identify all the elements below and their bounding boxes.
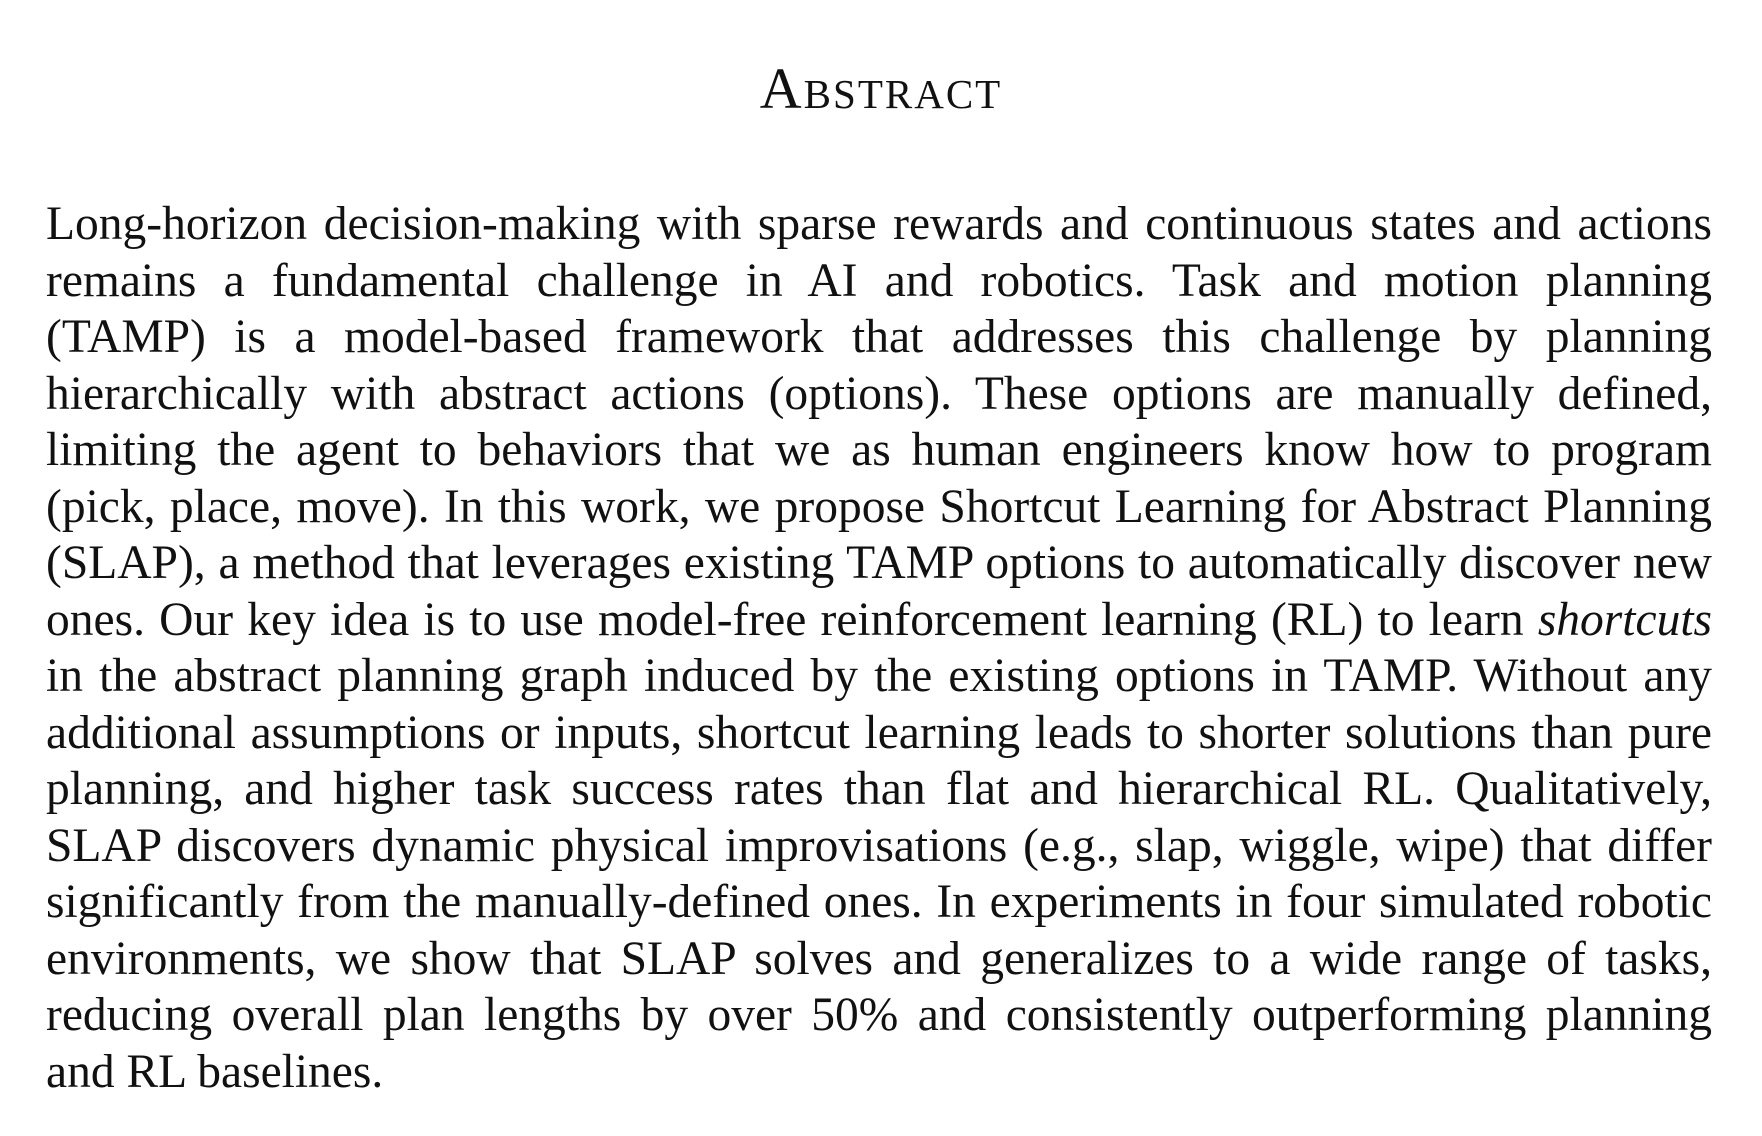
- section-title: Abstract: [759, 56, 1003, 121]
- abstract-text-part1: Long-horizon decision-making with sparse rewards and continuous states and actions remains a fundamental challenge in AI and robotics. Task and motion planning (TAMP) is a model-based framework that addresses this challenge by planning hierarchically with abstract actions (options). These options are manually defined, limiting the agent to behaviors that we as human engineers know how to program (pick, place, move). In this work, we propose Shortcut Learning for Abstract Planning (SLAP), a method that leverages existing TAMP options to automatically discover new ones. Our key idea is to use model-free reinforcement learning (RL) to learn: [46, 198, 1712, 646]
- abstract-paragraph: [46, 196, 1712, 1100]
- abstract-emphasis: shortcuts: [1537, 593, 1712, 646]
- abstract-text-part2: in the abstract planning graph induced by the existing options in TAMP. Without any additional assumptions or inputs, shortcut learning leads to shorter solutions than pure planning, and higher task success rates than flat and hierarchical RL. Qualitatively, SLAP discovers dynamic physical improvisations (e.g., slap, wiggle, wipe) that differ significantly from the manually-defined ones. In experiments in four simulated robotic environments, we show that SLAP solves and generalizes to a wide range of tasks, reducing overall plan lengths by over 50% and consistently outperforming planning and RL baselines.: [46, 650, 1712, 1098]
